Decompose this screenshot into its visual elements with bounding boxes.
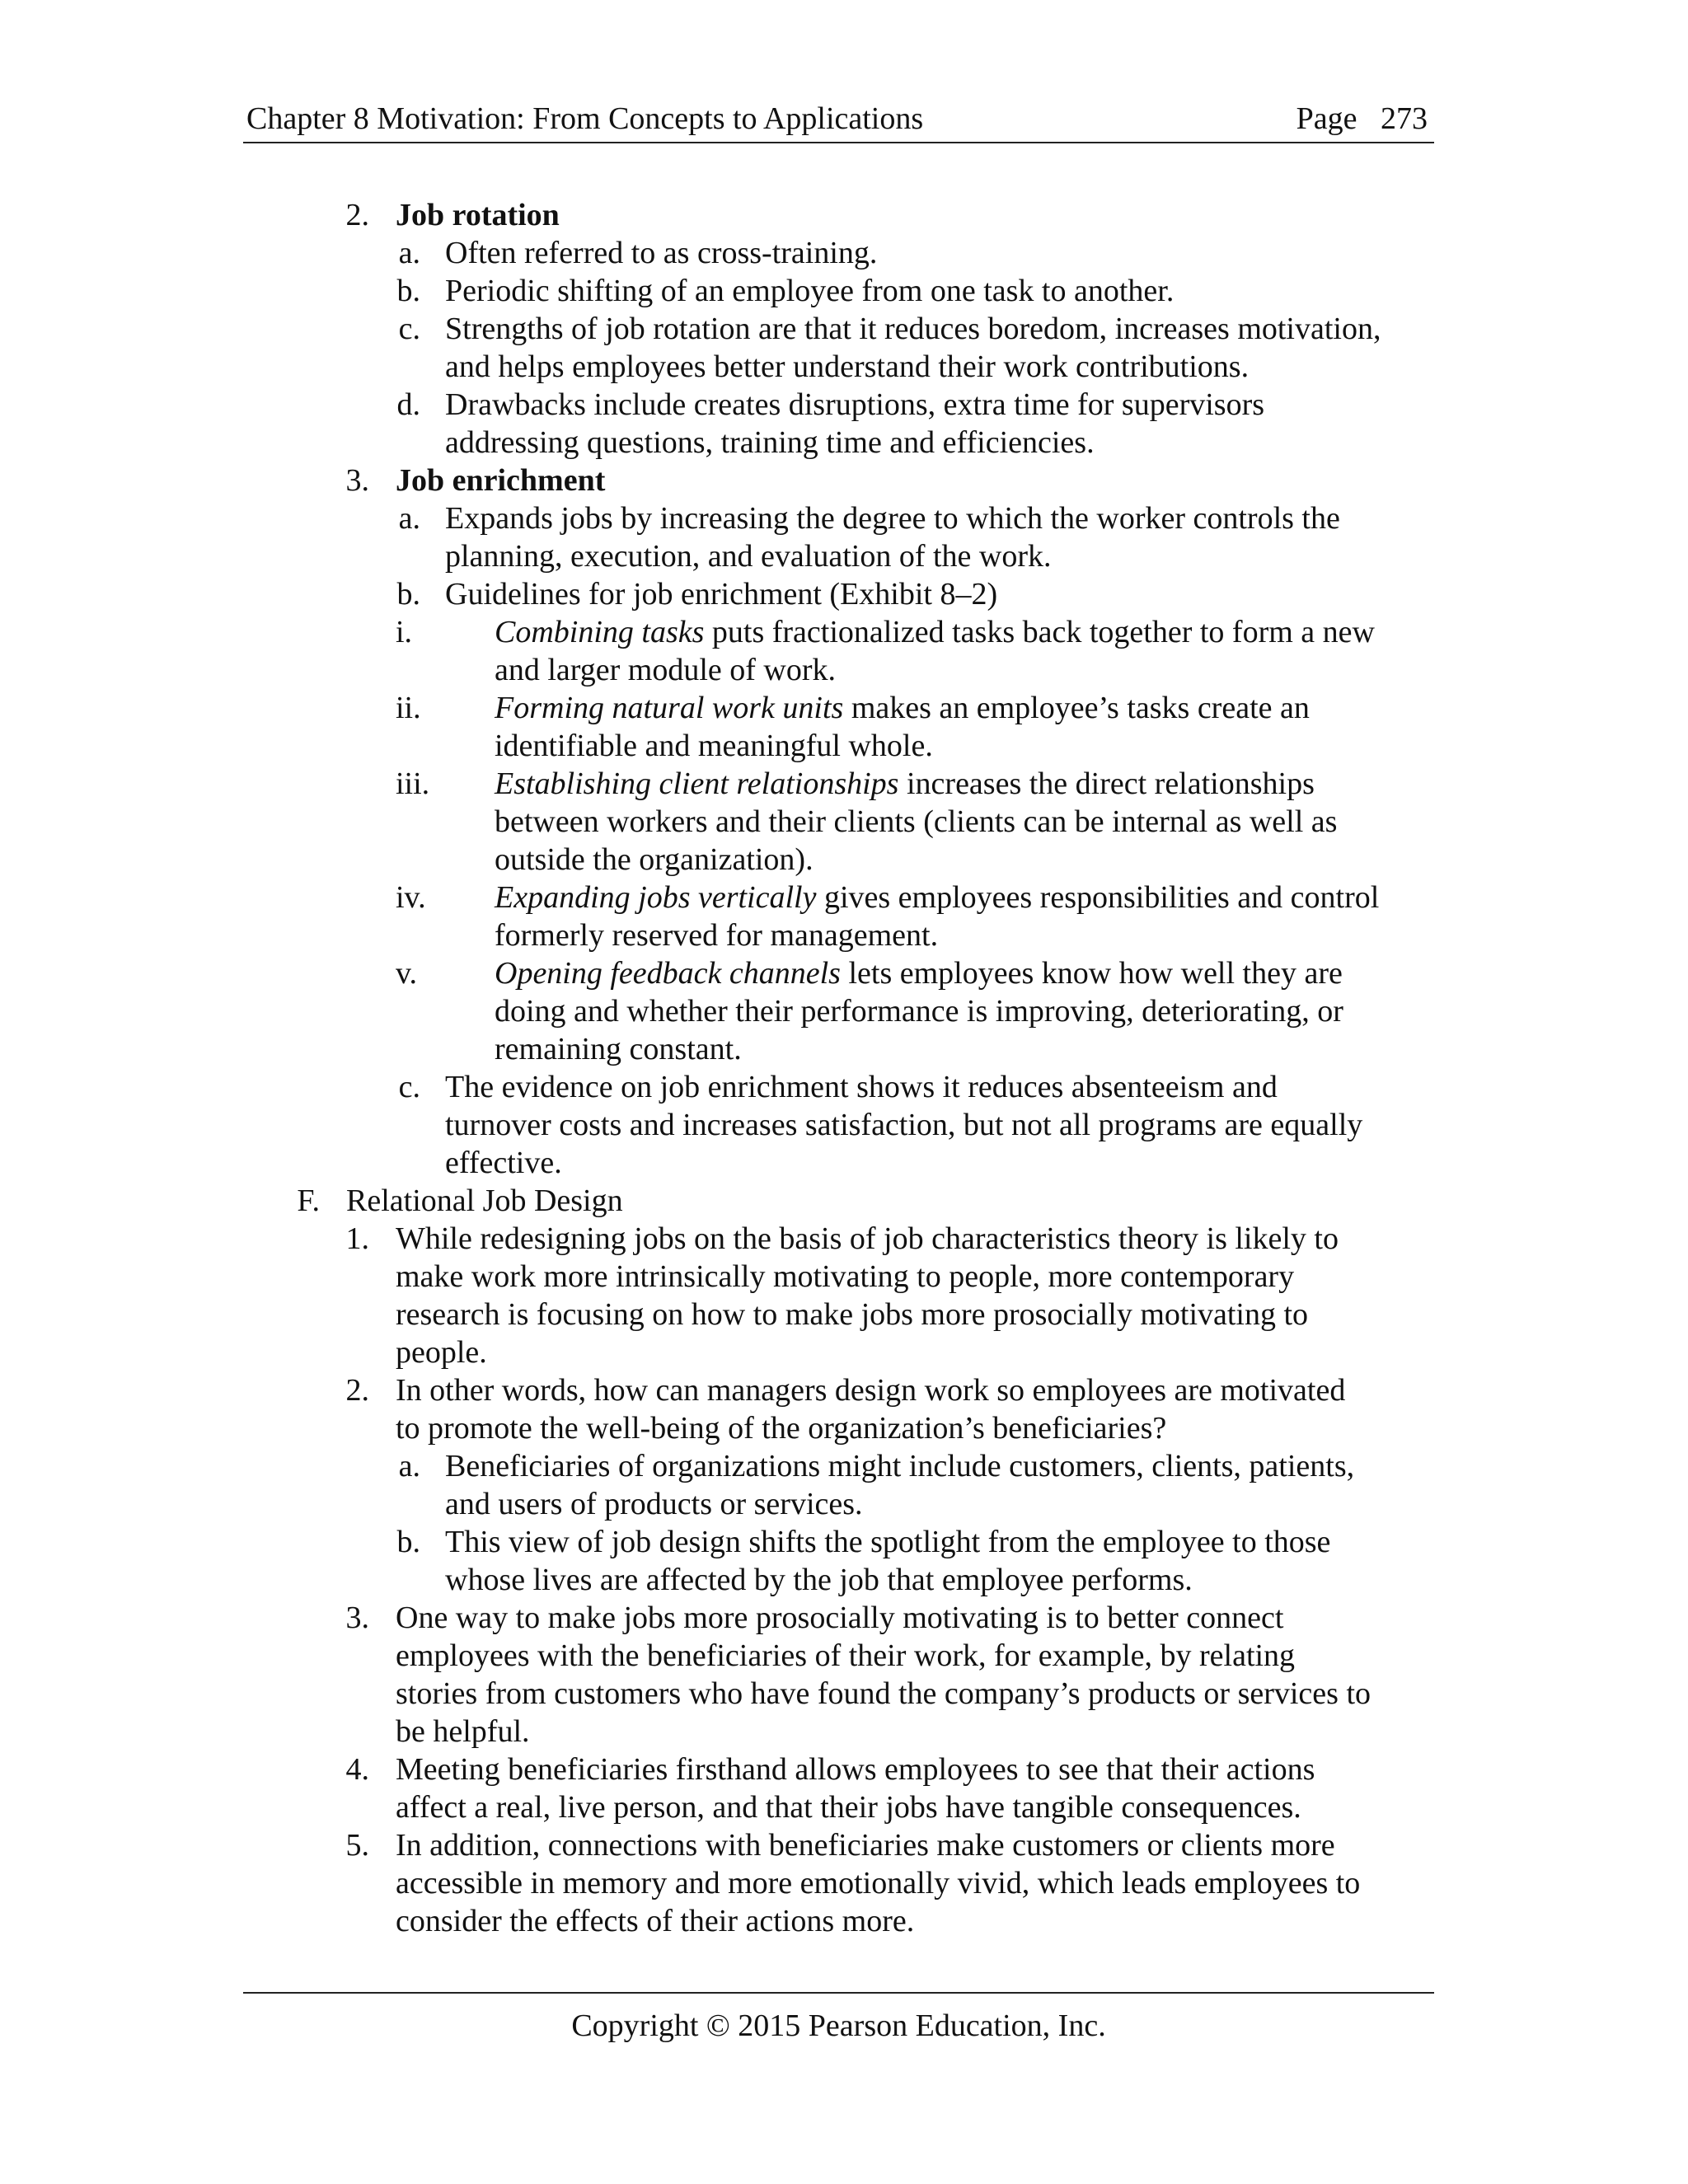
line-text <box>396 1599 1283 1637</box>
text-run: Beneficiaries of organizations might include customers, clients, patients, <box>445 1449 1355 1483</box>
text-run: puts fractionalized tasks back together to form a new <box>704 615 1375 649</box>
line-text <box>445 234 877 272</box>
text-run: This view of job design shifts the spotlight from the employee to those <box>445 1525 1331 1559</box>
outline-line <box>0 992 1688 1030</box>
line-text <box>396 1902 914 1940</box>
line-text <box>495 727 933 765</box>
outline-line <box>0 1409 1688 1447</box>
outline-line <box>0 613 1688 651</box>
outline-line <box>0 1902 1688 1940</box>
outline-line <box>0 1296 1688 1333</box>
line-text <box>445 310 1381 348</box>
text-run: people. <box>396 1335 487 1370</box>
list-marker: 3. <box>345 1601 369 1635</box>
list-marker: c. <box>398 312 420 346</box>
list-marker: ii. <box>396 691 421 725</box>
line-text <box>445 499 1340 537</box>
text-run: gives employees responsibilities and control <box>816 880 1380 915</box>
text-run: affect a real, live person, and that their jobs have tangible consequences. <box>396 1790 1301 1825</box>
line-text <box>396 1788 1301 1826</box>
line-text <box>495 613 1375 651</box>
text-run: Drawbacks include creates disruptions, extra time for supervisors <box>445 387 1265 422</box>
line-text <box>445 575 997 613</box>
text-run: stories from customers who have found the company’s products or services to <box>396 1676 1372 1711</box>
line-text <box>396 1826 1335 1864</box>
line-text <box>396 462 605 499</box>
text-run: between workers and their clients (clients can be internal as well as <box>495 804 1338 839</box>
outline-body <box>0 196 1688 1940</box>
list-marker: 5. <box>345 1828 369 1863</box>
text-run: remaining constant. <box>495 1032 742 1066</box>
list-marker: iv. <box>396 880 426 915</box>
outline-line <box>0 348 1688 386</box>
line-text <box>445 386 1264 424</box>
line-text <box>445 1523 1330 1561</box>
line-text <box>396 196 560 234</box>
list-marker: 2. <box>345 1373 369 1408</box>
line-text <box>396 1675 1371 1713</box>
outline-line <box>0 1182 1688 1220</box>
text-run: whose lives are affected by the job that employee performs. <box>445 1563 1193 1597</box>
list-marker: d. <box>396 387 420 422</box>
line-text <box>396 1296 1308 1333</box>
text-run: formerly reserved for management. <box>495 918 939 953</box>
text-run: and users of products or services. <box>445 1487 863 1521</box>
outline-line <box>0 1826 1688 1864</box>
list-marker: 1. <box>345 1221 369 1256</box>
line-text <box>346 1182 623 1220</box>
outline-line <box>0 1561 1688 1599</box>
line-text <box>495 992 1343 1030</box>
line-text <box>445 1068 1278 1106</box>
italic-term: Establishing client relationships <box>495 766 899 801</box>
outline-line <box>0 1106 1688 1144</box>
text-run: Periodic shifting of an employee from one task to another. <box>445 274 1175 308</box>
line-text <box>495 689 1310 727</box>
list-marker: c. <box>398 1070 420 1104</box>
line-text <box>396 1220 1339 1258</box>
outline-line <box>0 196 1688 234</box>
line-text <box>445 348 1249 386</box>
outline-line <box>0 386 1688 424</box>
text-run: to promote the well-being of the organization’s beneficiaries? <box>396 1411 1167 1446</box>
text-run: increases the direct relationships <box>898 766 1315 801</box>
text-run: Guidelines for job enrichment (Exhibit 8–2) <box>445 577 998 612</box>
outline-line <box>0 1523 1688 1561</box>
text-run: Strengths of job rotation are that it reduces boredom, increases motivation, <box>445 312 1381 346</box>
list-marker: b. <box>396 274 420 308</box>
line-text <box>495 916 938 954</box>
line-text <box>445 1447 1354 1485</box>
line-text <box>396 1637 1295 1675</box>
text-run: makes an employee’s tasks create an <box>843 691 1310 725</box>
outline-line <box>0 1371 1688 1409</box>
bold-heading: Job rotation <box>396 198 560 232</box>
outline-line <box>0 462 1688 499</box>
outline-line <box>0 689 1688 727</box>
text-run: employees with the beneficiaries of their work, for example, by relating <box>396 1638 1296 1673</box>
outline-line <box>0 916 1688 954</box>
text-run: Often referred to as cross-training. <box>445 236 878 270</box>
line-text <box>396 1333 487 1371</box>
italic-term: Expanding jobs vertically <box>495 880 817 915</box>
line-text <box>445 1144 562 1182</box>
outline-line <box>0 1485 1688 1523</box>
line-text <box>396 1713 530 1750</box>
outline-line <box>0 310 1688 348</box>
line-text <box>396 1750 1315 1788</box>
outline-line <box>0 1864 1688 1902</box>
list-marker: iii. <box>396 766 430 801</box>
page-footer <box>243 1992 1434 2045</box>
outline-line <box>0 499 1688 537</box>
text-run: be helpful. <box>396 1714 530 1749</box>
list-marker: a. <box>398 501 420 536</box>
text-run: lets employees know how well they are <box>840 956 1343 991</box>
list-marker: a. <box>398 236 420 270</box>
text-run: effective. <box>445 1146 562 1180</box>
outline-line <box>0 727 1688 765</box>
text-run: and helps employees better understand their work contributions. <box>445 349 1250 384</box>
text-run: outside the organization). <box>495 842 814 877</box>
outline-line <box>0 651 1688 689</box>
line-text <box>495 879 1379 916</box>
text-run: make work more intrinsically motivating to people, more contemporary <box>396 1259 1295 1294</box>
italic-term: Forming natural work units <box>495 691 844 725</box>
line-text <box>495 803 1337 841</box>
outline-line <box>0 537 1688 575</box>
text-run: turnover costs and increases satisfaction, but not all programs are equally <box>445 1108 1363 1142</box>
text-run: While redesigning jobs on the basis of job characteristics theory is likely to <box>396 1221 1339 1256</box>
line-text <box>445 1106 1362 1144</box>
list-marker: F. <box>297 1183 320 1218</box>
page-number: Page 273 <box>1296 101 1428 136</box>
text-run: and larger module of work. <box>495 653 837 687</box>
line-text <box>445 537 1052 575</box>
text-run: identifiable and meaningful whole. <box>495 729 933 763</box>
line-text <box>495 765 1315 803</box>
outline-line <box>0 234 1688 272</box>
line-text <box>396 1409 1166 1447</box>
outline-line <box>0 1220 1688 1258</box>
line-text <box>495 1030 742 1068</box>
list-marker: i. <box>396 615 413 649</box>
chapter-title: Chapter 8 Motivation: From Concepts to Applications <box>246 101 924 136</box>
outline-line <box>0 841 1688 879</box>
line-text <box>495 651 836 689</box>
outline-line <box>0 765 1688 803</box>
text-run: Relational Job Design <box>346 1183 623 1218</box>
outline-line <box>0 1447 1688 1485</box>
outline-line <box>0 1713 1688 1750</box>
copyright-notice: Copyright © 2015 Pearson Education, Inc. <box>571 2008 1106 2043</box>
text-run: addressing questions, training time and efficiencies. <box>445 425 1095 460</box>
text-run: In addition, connections with beneficiaries make customers or clients more <box>396 1828 1335 1863</box>
outline-line <box>0 1675 1688 1713</box>
outline-line <box>0 272 1688 310</box>
line-text <box>495 841 814 879</box>
line-text <box>396 1258 1294 1296</box>
line-text <box>445 1485 863 1523</box>
text-run: planning, execution, and evaluation of the work. <box>445 539 1052 574</box>
text-run: Expands jobs by increasing the degree to which the worker controls the <box>445 501 1340 536</box>
outline-line <box>0 803 1688 841</box>
list-marker: b. <box>396 1525 420 1559</box>
outline-line <box>0 1637 1688 1675</box>
outline-line <box>0 1750 1688 1788</box>
text-run: Meeting beneficiaries firsthand allows employees to see that their actions <box>396 1752 1315 1787</box>
outline-line <box>0 879 1688 916</box>
outline-line <box>0 575 1688 613</box>
outline-line <box>0 1599 1688 1637</box>
line-text <box>495 954 1343 992</box>
list-marker: 3. <box>345 463 369 498</box>
outline-line <box>0 1030 1688 1068</box>
text-run: accessible in memory and more emotionally vivid, which leads employees to <box>396 1866 1361 1900</box>
outline-line <box>0 1333 1688 1371</box>
text-run: consider the effects of their actions more. <box>396 1904 915 1938</box>
text-run: doing and whether their performance is improving, deteriorating, or <box>495 994 1343 1029</box>
line-text <box>445 272 1174 310</box>
outline-line <box>0 954 1688 992</box>
page-header <box>243 97 1434 143</box>
line-text <box>445 1561 1193 1599</box>
line-text <box>396 1371 1345 1409</box>
line-text <box>396 1864 1360 1902</box>
text-run: research is focusing on how to make jobs more prosocially motivating to <box>396 1297 1309 1332</box>
list-marker: b. <box>396 577 420 612</box>
list-marker: v. <box>396 956 418 991</box>
outline-line <box>0 1788 1688 1826</box>
list-marker: a. <box>398 1449 420 1483</box>
text-run: The evidence on job enrichment shows it reduces absenteeism and <box>445 1070 1278 1104</box>
list-marker: 4. <box>345 1752 369 1787</box>
outline-line <box>0 1068 1688 1106</box>
text-run: In other words, how can managers design work so employees are motivated <box>396 1373 1346 1408</box>
list-marker: 2. <box>345 198 369 232</box>
italic-term: Combining tasks <box>495 615 705 649</box>
outline-line <box>0 1258 1688 1296</box>
bold-heading: Job enrichment <box>396 463 606 498</box>
outline-line <box>0 424 1688 462</box>
text-run: One way to make jobs more prosocially motivating is to better connect <box>396 1601 1284 1635</box>
italic-term: Opening feedback channels <box>495 956 841 991</box>
outline-line <box>0 1144 1688 1182</box>
line-text <box>445 424 1095 462</box>
